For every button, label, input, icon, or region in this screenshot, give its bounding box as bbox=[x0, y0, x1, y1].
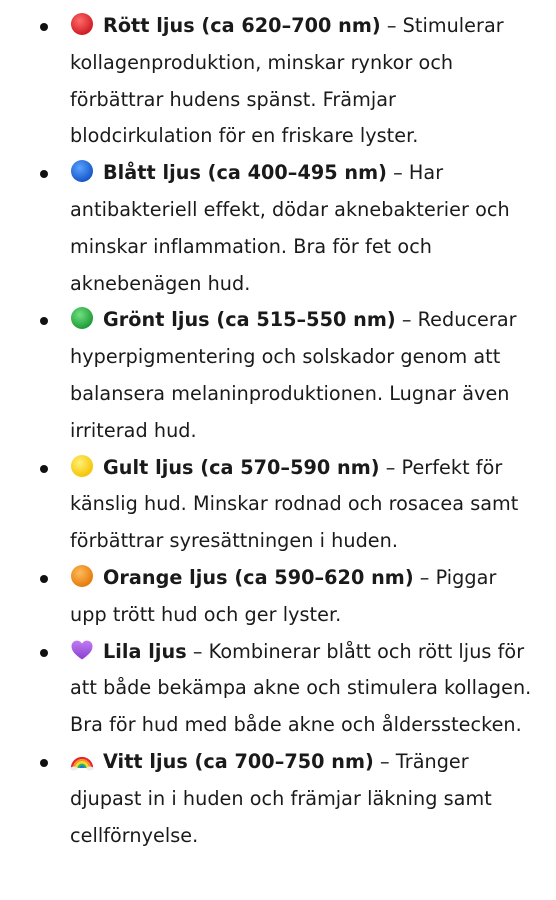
list-item-orange-light bbox=[38, 560, 534, 634]
light-description: – Tränger djupast in i huden och främjar läkning samt cellförnyelse. bbox=[70, 749, 492, 847]
bullet-dot bbox=[40, 465, 48, 473]
list-item-red-light bbox=[38, 8, 534, 155]
light-description: – Perfekt för känslig hud. Minskar rodnad och rosacea samt förbättrar syresättningen i huden. bbox=[70, 455, 519, 553]
light-name: Lila ljus bbox=[103, 639, 187, 663]
light-therapy-list bbox=[38, 8, 534, 854]
rainbow-icon bbox=[70, 748, 94, 772]
bullet-dot bbox=[40, 170, 48, 178]
list-item-purple-light bbox=[38, 634, 534, 744]
red-circle-icon bbox=[70, 12, 94, 36]
light-description: – Stimulerar kollagenproduktion, minskar rynkor och förbättrar hudens spänst. Främjar blodcirkulation för en friskare lyster. bbox=[70, 14, 504, 148]
light-name: Orange ljus (ca 590–620 nm) bbox=[103, 565, 414, 589]
light-description: – Har antibakteriell effekt, dödar aknebakterier och minskar inflammation. Bra för fet och aknebenägen hud. bbox=[70, 161, 510, 295]
light-description: – Reducerar hyperpigmentering och solskador genom att balansera melaninproduktionen. Lugnar även irriterad hud. bbox=[70, 308, 517, 442]
light-name: Grönt ljus (ca 515–550 nm) bbox=[103, 308, 396, 332]
list-item-green-light bbox=[38, 302, 534, 449]
light-name: Gult ljus (ca 570–590 nm) bbox=[103, 455, 380, 479]
light-name: Blått ljus (ca 400–495 nm) bbox=[103, 161, 387, 185]
bullet-dot bbox=[40, 575, 48, 583]
list-item-white-light bbox=[38, 744, 534, 854]
light-description: – Kombinerar blått och rött ljus för att både bekämpa akne och stimulera kollagen. Bra för hud med både akne och åldersstecken. bbox=[70, 639, 532, 737]
yellow-circle-icon bbox=[70, 454, 94, 478]
light-name: Rött ljus (ca 620–700 nm) bbox=[103, 14, 381, 37]
bullet-dot bbox=[40, 649, 48, 657]
purple-heart-icon bbox=[70, 638, 94, 662]
blue-circle-icon bbox=[70, 159, 94, 183]
bullet-dot bbox=[40, 317, 48, 325]
orange-circle-icon bbox=[70, 564, 94, 588]
light-description: – Piggar upp trött hud och ger lyster. bbox=[70, 565, 497, 626]
bullet-dot bbox=[40, 23, 48, 31]
list-item-yellow-light bbox=[38, 450, 534, 560]
green-circle-icon bbox=[70, 306, 94, 330]
bullet-dot bbox=[40, 759, 48, 767]
light-name: Vitt ljus (ca 700–750 nm) bbox=[103, 749, 374, 773]
list-item-blue-light bbox=[38, 155, 534, 302]
